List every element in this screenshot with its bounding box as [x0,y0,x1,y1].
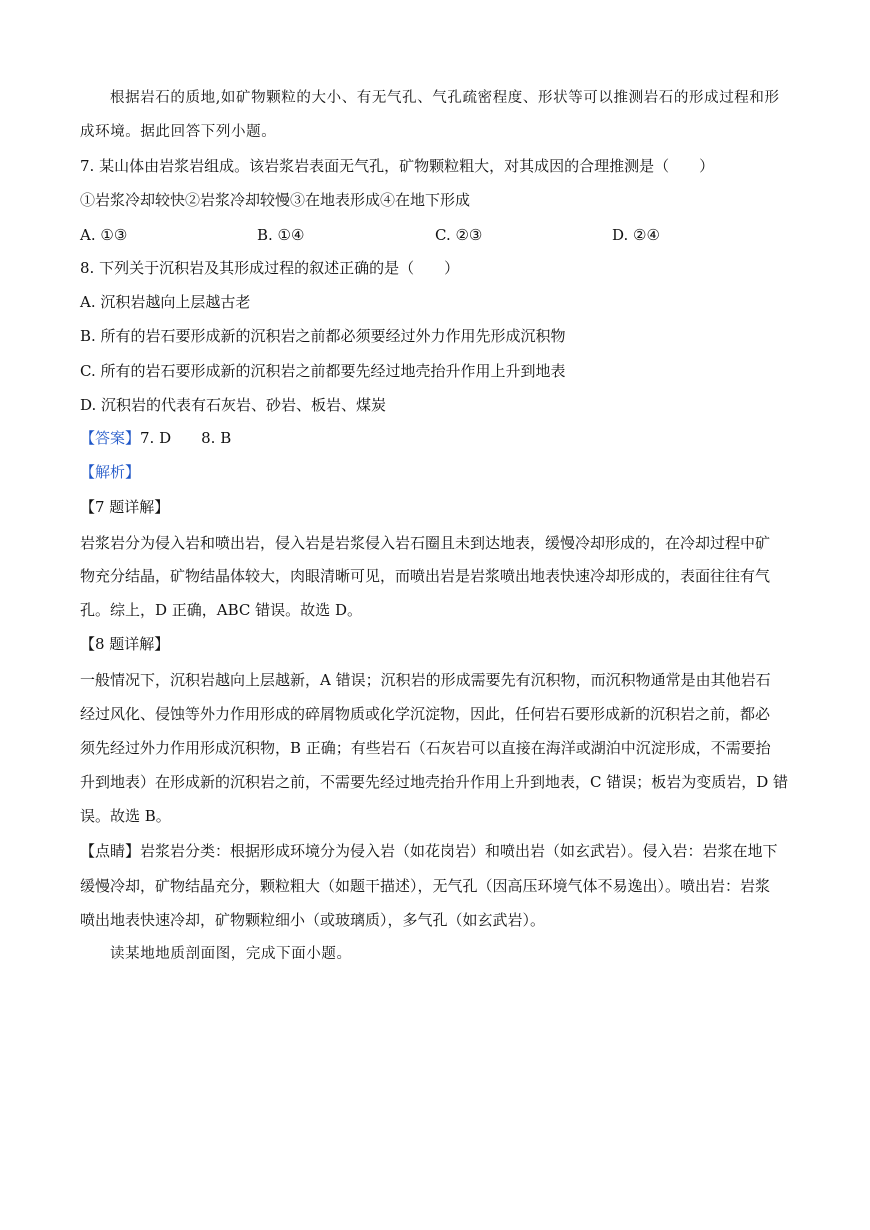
q8-option-d: D. 沉积岩的代表有石灰岩、砂岩、板岩、煤炭 [80,396,387,414]
q8-stem: 8. 下列关于沉积岩及其形成过程的叙述正确的是（ ） [80,259,460,277]
answer-tag: 【答案】 [80,429,141,447]
q8-detail-line: 经过风化、侵蚀等外力作用形成的碎屑物质或化学沉淀物，因此，任何岩石要形成新的沉积岩之前，都必 [80,705,771,723]
q7-detail-line: 物充分结晶，矿物结晶体较大，肉眼清晰可见，而喷出岩是岩浆喷出地表快速冷却形成的，表面往往有气 [80,567,771,585]
q7-detail-line: 岩浆岩分为侵入岩和喷出岩，侵入岩是岩浆侵入岩石圈且未到达地表，缓慢冷却形成的，在冷却过程中矿 [80,534,771,552]
tip-line: 喷出地表快速冷却，矿物颗粒细小（或玻璃质），多气孔（如玄武岩）。 [80,911,546,929]
q8-option-a: A. 沉积岩越向上层越古老 [80,293,251,311]
tip-text: 岩浆岩分类：根据形成环境分为侵入岩（如花岗岩）和喷出岩（如玄武岩）。侵入岩：岩浆在地下 [140,842,778,860]
tip-line-1 [80,841,800,861]
q7-choices: ①岩浆冷却较快②岩浆冷却较慢③在地表形成④在地下形成 [80,191,471,209]
q8-detail-line: 升到地表）在形成新的沉积岩之前，不需要先经过地壳抬升作用上升到地表，C 错误；板岩为变质岩，D 错 [80,773,789,791]
q8-detail-tag: 【8 题详解】 [80,635,170,653]
q7-detail-tag: 【7 题详解】 [80,498,170,516]
answer-line [80,428,800,448]
q8-detail-line: 须先经过外力作用形成沉积物，B 正确；有些岩石（石灰岩可以直接在海洋或湖泊中沉淀形成，不需要抬 [80,739,771,757]
tip-line: 缓慢冷却，矿物结晶充分，颗粒粗大（如题干描述），无气孔（因高压环境气体不易逸出）。喷出岩：岩浆 [80,877,771,895]
q7-option-c: C. ②③ [435,226,483,244]
analysis-tag: 【解析】 [80,463,141,481]
q8-detail-line: 误。故选 B。 [80,807,171,825]
q7-stem: 7. 某山体由岩浆岩组成。该岩浆岩表面无气孔，矿物颗粒粗大，对其成因的合理推测是（ ） [80,157,715,175]
q7-option-b: B. ①④ [257,226,305,244]
q7-option-a: A. ①③ [80,226,128,244]
q8-option-c: C. 所有的岩石要形成新的沉积岩之前都要先经过地壳抬升作用上升到地表 [80,362,566,380]
tip-tag: 【点睛】 [80,842,141,860]
q7-detail-line: 孔。综上，D 正确，ABC 错误。故选 D。 [80,601,362,619]
next-section-intro: 读某地地质剖面图，完成下面小题。 [110,946,352,962]
intro-line-1: 根据岩石的质地,如矿物颗粒的大小、有无气孔、气孔疏密程度、形状等可以推测岩石的形成过程和形 [110,90,780,106]
intro-line-2: 成环境。据此回答下列小题。 [80,124,277,140]
q8-option-b: B. 所有的岩石要形成新的沉积岩之前都必须要经过外力作用先形成沉积物 [80,327,566,345]
q7-option-d: D. ②④ [612,226,660,244]
answer-text: 7. D 8. B [140,429,232,447]
q8-detail-line: 一般情况下，沉积岩越向上层越新，A 错误；沉积岩的形成需要先有沉积物，而沉积物通常是由其他岩石 [80,671,771,689]
